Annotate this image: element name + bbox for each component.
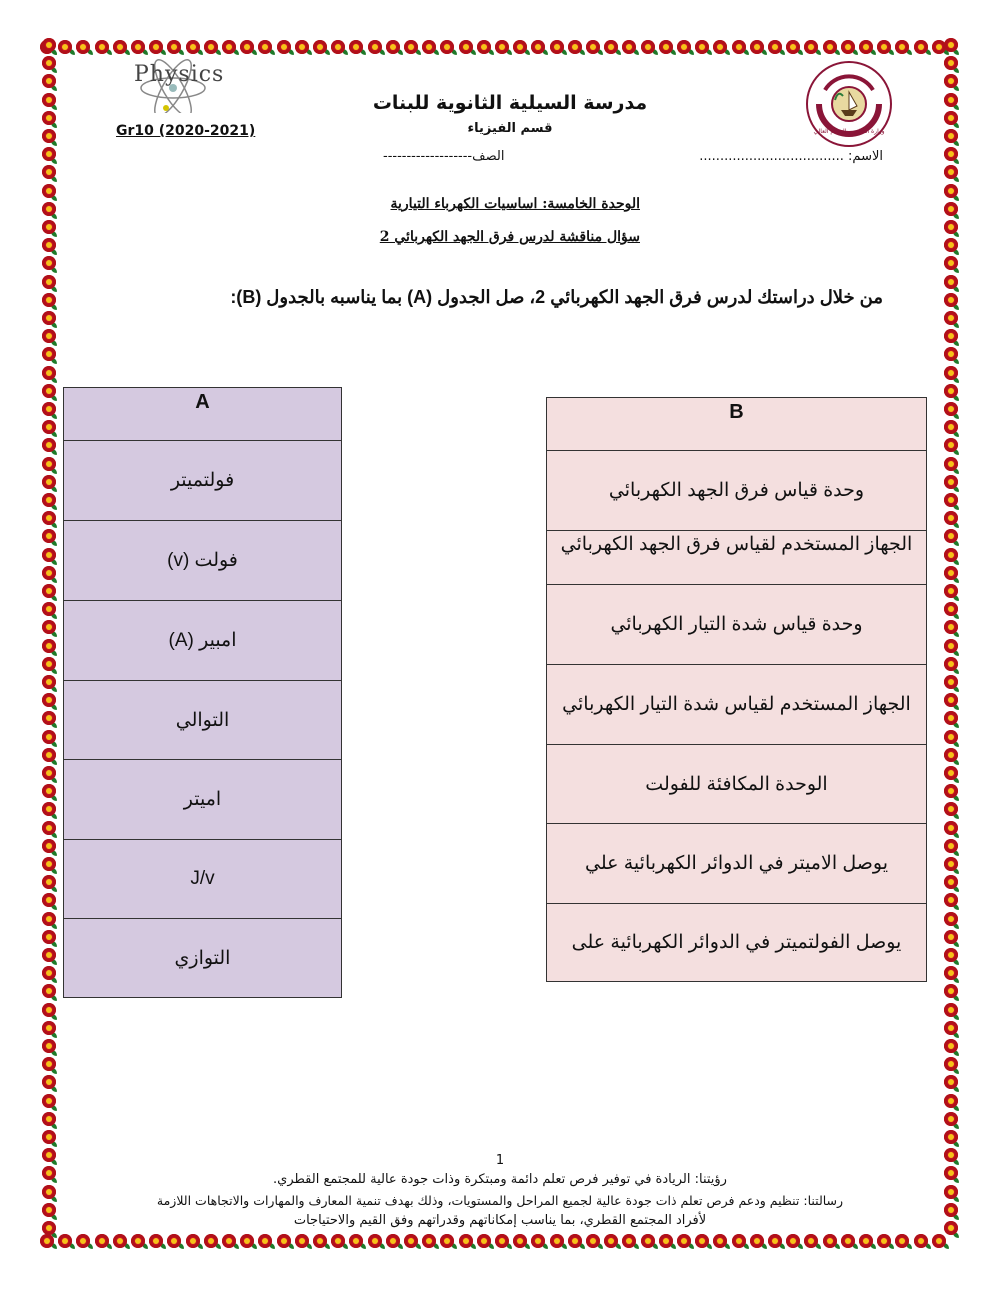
border-flower-icon (42, 384, 56, 398)
border-flower-icon (677, 1234, 691, 1248)
border-flower-icon (42, 1221, 56, 1235)
border-flower-icon (95, 40, 109, 54)
border-flower-icon (204, 1234, 218, 1248)
border-flower-icon (944, 329, 958, 343)
border-flower-icon (42, 584, 56, 598)
border-flower-icon (768, 1234, 782, 1248)
ministry-logo-text: وزارة التعليم و التعليم العالي (813, 128, 885, 135)
border-flower-icon (659, 1234, 673, 1248)
border-flower-icon (42, 1075, 56, 1089)
border-flower-icon (42, 256, 56, 270)
border-flower-icon (186, 40, 200, 54)
border-flower-icon (944, 438, 958, 452)
border-flower-icon (42, 56, 56, 70)
border-flower-icon (42, 402, 56, 416)
border-flower-icon (944, 1185, 958, 1199)
border-flower-icon (42, 620, 56, 634)
border-flower-icon (622, 40, 636, 54)
border-flower-icon (149, 1234, 163, 1248)
table-b-row: الجهاز المستخدم لقياس فرق الجهد الكهربائي (547, 531, 927, 585)
border-flower-icon (277, 40, 291, 54)
border-flower-icon (513, 1234, 527, 1248)
class-field: -------------------الصف (383, 149, 505, 164)
border-flower-icon (368, 40, 382, 54)
border-flower-icon (42, 802, 56, 816)
border-flower-icon (641, 1234, 655, 1248)
border-flower-icon (804, 1234, 818, 1248)
border-flower-icon (149, 40, 163, 54)
department-label: قسم الفيزياء (467, 121, 553, 136)
border-flower-icon (42, 857, 56, 871)
border-flower-icon (295, 1234, 309, 1248)
border-flower-icon (167, 1234, 181, 1248)
border-flower-icon (604, 1234, 618, 1248)
border-flower-icon (944, 256, 958, 270)
border-flower-icon (42, 784, 56, 798)
border-flower-icon (331, 1234, 345, 1248)
border-flower-icon (42, 657, 56, 671)
border-flower-icon (42, 566, 56, 580)
border-flower-icon (695, 1234, 709, 1248)
border-flower-icon (422, 1234, 436, 1248)
border-flower-icon (42, 1166, 56, 1180)
page-number: 1 (495, 1153, 505, 1168)
border-flower-icon (42, 821, 56, 835)
border-flower-icon (459, 40, 473, 54)
border-flower-icon (944, 1057, 958, 1071)
border-flower-icon (222, 1234, 236, 1248)
border-flower-icon (42, 912, 56, 926)
border-flower-icon (944, 1130, 958, 1144)
border-flower-icon (42, 202, 56, 216)
physics-logo (128, 58, 238, 113)
border-flower-icon (944, 1039, 958, 1053)
question-title: سؤال مناقشة لدرس فرق الجهد الكهربائي 2 (379, 229, 640, 245)
border-flower-icon (204, 40, 218, 54)
border-flower-icon (944, 129, 958, 143)
ministry-logo (805, 60, 893, 148)
border-flower-icon (944, 584, 958, 598)
border-flower-icon (944, 966, 958, 980)
border-flower-icon (944, 74, 958, 88)
border-flower-icon (42, 966, 56, 980)
table-a-row: فولتميتر (64, 441, 342, 521)
border-flower-icon (944, 220, 958, 234)
border-flower-icon (404, 1234, 418, 1248)
border-flower-icon (222, 40, 236, 54)
border-flower-icon (944, 311, 958, 325)
border-flower-icon (42, 1057, 56, 1071)
border-flower-icon (944, 620, 958, 634)
border-flower-icon (944, 93, 958, 107)
border-flower-icon (42, 1039, 56, 1053)
footer-mission-line1: رسالتنا: تنظيم ودعم فرص تعلم ذات جودة عالية لجميع المراحل والمستويات، وذلك بهدف تنمية المعارف والمهارات والاتجاهات اللازمة (156, 1193, 844, 1208)
border-flower-icon (677, 40, 691, 54)
border-flower-icon (42, 893, 56, 907)
border-flower-icon (42, 420, 56, 434)
border-flower-icon (944, 566, 958, 580)
instruction-text: من خلال دراستك لدرس فرق الجهد الكهربائي 2، صل الجدول (A) بما يناسبه بالجدول (B): (230, 287, 883, 307)
border-flower-icon (944, 493, 958, 507)
border-flower-icon (42, 693, 56, 707)
border-flower-icon (641, 40, 655, 54)
border-flower-icon (944, 1003, 958, 1017)
border-flower-icon (113, 40, 127, 54)
table-a (63, 387, 342, 998)
border-flower-icon (944, 675, 958, 689)
border-flower-icon (622, 1234, 636, 1248)
border-flower-icon (58, 1234, 72, 1248)
border-flower-icon (42, 1021, 56, 1035)
border-flower-icon (42, 548, 56, 562)
border-flower-icon (804, 40, 818, 54)
border-flower-icon (42, 293, 56, 307)
border-flower-icon (944, 693, 958, 707)
border-flower-icon (313, 40, 327, 54)
border-flower-icon (859, 1234, 873, 1248)
border-flower-icon (944, 548, 958, 562)
border-flower-icon (750, 1234, 764, 1248)
border-flower-icon (95, 1234, 109, 1248)
border-flower-icon (42, 275, 56, 289)
page-border-top (40, 38, 960, 56)
border-flower-icon (440, 1234, 454, 1248)
border-flower-icon (349, 1234, 363, 1248)
border-flower-icon (823, 40, 837, 54)
border-flower-icon (76, 1234, 90, 1248)
table-a-row: فولت (v) (64, 521, 342, 601)
border-flower-icon (42, 875, 56, 889)
border-flower-icon (42, 930, 56, 944)
border-flower-icon (422, 40, 436, 54)
border-flower-icon (568, 40, 582, 54)
table-b-row: وحدة قياس شدة التيار الكهربائي (547, 585, 927, 665)
table-a-header: A (64, 388, 342, 441)
border-flower-icon (944, 1094, 958, 1108)
school-name: مدرسة السيلية الثانوية للبنات (372, 92, 648, 114)
border-flower-icon (258, 40, 272, 54)
border-flower-icon (586, 40, 600, 54)
border-flower-icon (277, 1234, 291, 1248)
border-flower-icon (895, 1234, 909, 1248)
border-flower-icon (42, 311, 56, 325)
border-flower-icon (695, 40, 709, 54)
border-flower-icon (944, 165, 958, 179)
border-flower-icon (42, 111, 56, 125)
border-flower-icon (495, 1234, 509, 1248)
border-flower-icon (944, 420, 958, 434)
border-flower-icon (42, 984, 56, 998)
border-flower-icon (550, 1234, 564, 1248)
border-flower-icon (944, 1075, 958, 1089)
border-flower-icon (732, 1234, 746, 1248)
border-flower-icon (42, 93, 56, 107)
border-flower-icon (313, 1234, 327, 1248)
border-flower-icon (404, 40, 418, 54)
border-flower-icon (42, 1185, 56, 1199)
border-flower-icon (42, 748, 56, 762)
border-flower-icon (750, 40, 764, 54)
page-border-left (40, 38, 58, 1250)
border-flower-icon (386, 1234, 400, 1248)
border-flower-icon (944, 639, 958, 653)
border-flower-icon (42, 366, 56, 380)
border-flower-icon (42, 839, 56, 853)
border-flower-icon (42, 147, 56, 161)
border-flower-icon (713, 1234, 727, 1248)
border-flower-icon (42, 347, 56, 361)
border-flower-icon (944, 184, 958, 198)
border-flower-icon (944, 657, 958, 671)
table-b-row: الوحدة المكافئة للفولت (547, 745, 927, 824)
border-flower-icon (944, 839, 958, 853)
border-flower-icon (513, 40, 527, 54)
border-flower-icon (42, 1003, 56, 1017)
border-flower-icon (42, 511, 56, 525)
border-flower-icon (331, 40, 345, 54)
border-flower-icon (786, 40, 800, 54)
table-a-row: J/v (64, 840, 342, 919)
table-b-row: يوصل الاميتر في الدوائر الكهربائية علي (547, 824, 927, 904)
border-flower-icon (131, 40, 145, 54)
border-flower-icon (944, 602, 958, 616)
border-flower-icon (944, 384, 958, 398)
border-flower-icon (944, 984, 958, 998)
border-flower-icon (944, 1166, 958, 1180)
border-flower-icon (240, 1234, 254, 1248)
table-b-row: الجهاز المستخدم لقياس شدة التيار الكهربائي (547, 665, 927, 745)
border-flower-icon (944, 821, 958, 835)
border-flower-icon (944, 748, 958, 762)
border-flower-icon (42, 329, 56, 343)
border-flower-icon (944, 347, 958, 361)
border-flower-icon (42, 766, 56, 780)
border-flower-icon (42, 38, 56, 52)
border-flower-icon (944, 238, 958, 252)
border-flower-icon (42, 129, 56, 143)
border-flower-icon (477, 40, 491, 54)
border-flower-icon (944, 1148, 958, 1162)
border-flower-icon (944, 111, 958, 125)
border-flower-icon (42, 475, 56, 489)
border-flower-icon (42, 493, 56, 507)
page-border-bottom (40, 1232, 960, 1250)
border-flower-icon (944, 38, 958, 52)
border-flower-icon (944, 56, 958, 70)
border-flower-icon (944, 457, 958, 471)
page-border-right (942, 38, 960, 1250)
border-flower-icon (568, 1234, 582, 1248)
border-flower-icon (877, 1234, 891, 1248)
border-flower-icon (42, 438, 56, 452)
border-flower-icon (42, 238, 56, 252)
table-b (546, 397, 927, 982)
table-b-row: يوصل الفولتميتر في الدوائر الكهربائية على (547, 904, 927, 982)
border-flower-icon (42, 1203, 56, 1217)
border-flower-icon (368, 1234, 382, 1248)
grade-label: Gr10 (2020-2021) (116, 123, 256, 139)
border-flower-icon (131, 1234, 145, 1248)
border-flower-icon (42, 529, 56, 543)
table-b-header: B (547, 398, 927, 451)
border-flower-icon (944, 402, 958, 416)
border-flower-icon (944, 875, 958, 889)
border-flower-icon (944, 293, 958, 307)
unit-title: الوحدة الخامسة: اساسيات الكهرباء التيارية (390, 196, 640, 212)
border-flower-icon (944, 912, 958, 926)
border-flower-icon (113, 1234, 127, 1248)
border-flower-icon (531, 40, 545, 54)
border-flower-icon (42, 948, 56, 962)
border-flower-icon (944, 893, 958, 907)
border-flower-icon (944, 1203, 958, 1217)
border-flower-icon (42, 1130, 56, 1144)
table-a-row: التوازي (64, 919, 342, 998)
name-field: الاسم: ................................... (699, 149, 883, 164)
border-flower-icon (944, 275, 958, 289)
footer-mission-line2: لأفراد المجتمع القطري، بما يناسب إمكاناتهم وقدراتهم وفق القيم والاحتياجات (293, 1213, 707, 1228)
border-flower-icon (295, 40, 309, 54)
border-flower-icon (944, 730, 958, 744)
border-flower-icon (944, 784, 958, 798)
border-flower-icon (240, 40, 254, 54)
border-flower-icon (944, 147, 958, 161)
border-flower-icon (42, 675, 56, 689)
border-flower-icon (42, 74, 56, 88)
border-flower-icon (42, 1094, 56, 1108)
footer-vision: رؤيتنا: الريادة في توفير فرص تعلم دائمة ومبتكرة وذات جودة عالية للمجتمع القطري. (273, 1172, 727, 1187)
border-flower-icon (944, 1112, 958, 1126)
border-flower-icon (944, 948, 958, 962)
border-flower-icon (944, 802, 958, 816)
border-flower-icon (768, 40, 782, 54)
border-flower-icon (349, 40, 363, 54)
border-flower-icon (440, 40, 454, 54)
border-flower-icon (459, 1234, 473, 1248)
border-flower-icon (713, 40, 727, 54)
border-flower-icon (944, 766, 958, 780)
border-flower-icon (604, 40, 618, 54)
table-a-row: التوالي (64, 681, 342, 760)
border-flower-icon (732, 40, 746, 54)
border-flower-icon (58, 40, 72, 54)
border-flower-icon (42, 730, 56, 744)
border-flower-icon (859, 40, 873, 54)
border-flower-icon (944, 857, 958, 871)
border-flower-icon (42, 639, 56, 653)
border-flower-icon (895, 40, 909, 54)
border-flower-icon (186, 1234, 200, 1248)
border-flower-icon (167, 40, 181, 54)
table-b-row: وحدة قياس فرق الجهد الكهربائي (547, 451, 927, 531)
table-a-row: امبير (A) (64, 601, 342, 681)
border-flower-icon (586, 1234, 600, 1248)
border-flower-icon (944, 366, 958, 380)
border-flower-icon (258, 1234, 272, 1248)
border-flower-icon (944, 711, 958, 725)
border-flower-icon (944, 1021, 958, 1035)
border-flower-icon (550, 40, 564, 54)
border-flower-icon (386, 40, 400, 54)
border-flower-icon (944, 202, 958, 216)
border-flower-icon (944, 475, 958, 489)
border-flower-icon (944, 511, 958, 525)
border-flower-icon (76, 40, 90, 54)
border-flower-icon (42, 165, 56, 179)
border-flower-icon (877, 40, 891, 54)
border-flower-icon (42, 711, 56, 725)
border-flower-icon (42, 1148, 56, 1162)
border-flower-icon (914, 40, 928, 54)
border-flower-icon (944, 1221, 958, 1235)
border-flower-icon (823, 1234, 837, 1248)
border-flower-icon (42, 1112, 56, 1126)
border-flower-icon (42, 602, 56, 616)
table-a-row: اميتر (64, 760, 342, 840)
border-flower-icon (477, 1234, 491, 1248)
border-flower-icon (944, 930, 958, 944)
border-flower-icon (841, 1234, 855, 1248)
border-flower-icon (914, 1234, 928, 1248)
border-flower-icon (786, 1234, 800, 1248)
border-flower-icon (495, 40, 509, 54)
border-flower-icon (42, 457, 56, 471)
border-flower-icon (531, 1234, 545, 1248)
border-flower-icon (42, 184, 56, 198)
border-flower-icon (659, 40, 673, 54)
border-flower-icon (42, 220, 56, 234)
physics-logo-text: Physics (134, 62, 225, 87)
border-flower-icon (944, 529, 958, 543)
border-flower-icon (841, 40, 855, 54)
